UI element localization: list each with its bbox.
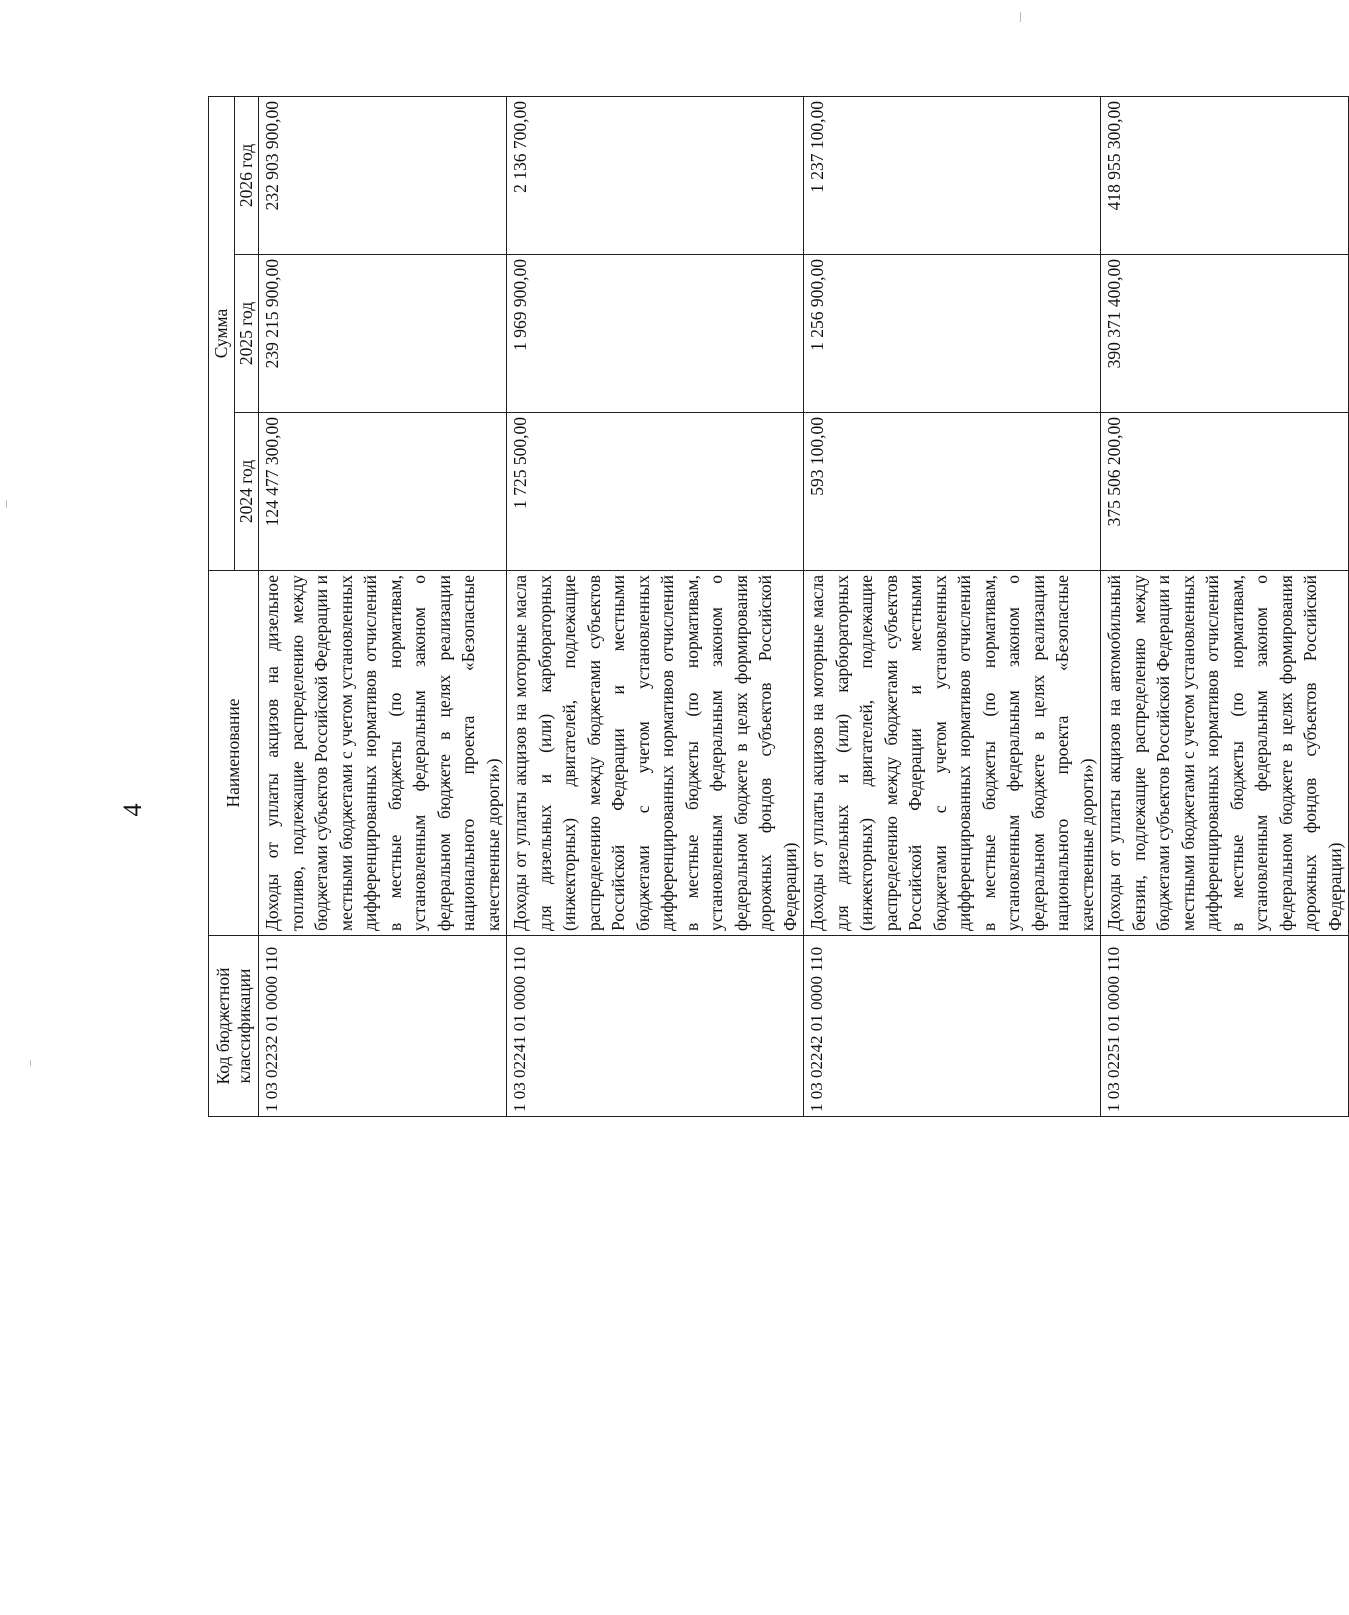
row-value-2024: 375 506 200,00 (1101, 413, 1349, 571)
row-value-2026: 418 955 300,00 (1101, 96, 1349, 254)
rotated-table-wrapper (208, 97, 1345, 1117)
header-year-2026: 2026 год (235, 96, 259, 254)
header-year-2025: 2025 год (235, 255, 259, 413)
row-value-2025: 1 256 900,00 (804, 255, 1101, 413)
budget-revenue-table (208, 96, 1349, 1117)
scan-mark-top (1020, 12, 1021, 22)
row-code: 1 03 02232 01 0000 110 (259, 936, 507, 1117)
row-code: 1 03 02251 01 0000 110 (1101, 936, 1349, 1117)
row-value-2025: 239 215 900,00 (259, 255, 507, 413)
row-code: 1 03 02241 01 0000 110 (507, 936, 804, 1117)
row-name: Доходы от уплаты акцизов на моторные масла для дизельных и (или) карбюраторных (инжекторных) двигателей, подлежащие распределению между бюджетами субъектов Российской Федерации и местными бюджетами с учетом установленных дифференцированных нормативов отчислений в местные бюджеты (по нормативам, установленным федеральным законом о федеральном бюджете в целях формирования дорожных фондов субъектов Российской Федерации) (507, 571, 804, 936)
row-value-2026: 2 136 700,00 (507, 96, 804, 254)
page-number: 4 (118, 803, 147, 817)
row-name: Доходы от уплаты акцизов на автомобильный бензин, подлежащие распределению между бюджетами субъектов Российской Федерации и местными бюджетами с учетом установленных дифференцированных нормативов отчислений в местные бюджеты (по нормативам, установленным федеральным законом о федеральном бюджете в целях формирования дорожных фондов субъектов Российской Федерации) (1101, 571, 1349, 936)
row-value-2026: 232 903 900,00 (259, 96, 507, 254)
row-name: Доходы от уплаты акцизов на дизельное топливо, подлежащие распределению между бюджетами субъектов Российской Федерации и местными бюджетами с учетом установленных дифференцированных нормативов отчислений в местные бюджеты (по нормативам, установленным федеральным законом о федеральном бюджете в целях реализации национального проекта «Безопасные качественные дороги») (259, 571, 507, 936)
header-name: Наименование (209, 571, 259, 936)
row-name: Доходы от уплаты акцизов на моторные масла для дизельных и (или) карбюраторных (инжекторных) двигателей, подлежащие распределению между бюджетами субъектов Российской Федерации и местными бюджетами с учетом установленных дифференцированных нормативов отчислений в местные бюджеты (по нормативам, установленным федеральным законом о федеральном бюджете в целях реализации национального проекта «Безопасные качественные дороги») (804, 571, 1101, 936)
row-value-2025: 1 969 900,00 (507, 255, 804, 413)
row-value-2024: 1 725 500,00 (507, 413, 804, 571)
table-row (1101, 96, 1349, 1116)
scan-mark-left (6, 500, 7, 508)
row-value-2024: 124 477 300,00 (259, 413, 507, 571)
header-year-2024: 2024 год (235, 413, 259, 571)
row-value-2024: 593 100,00 (804, 413, 1101, 571)
row-value-2025: 390 371 400,00 (1101, 255, 1349, 413)
scan-mark-left-lower (30, 1060, 31, 1066)
row-value-2026: 1 237 100,00 (804, 96, 1101, 254)
header-code: Код бюджетной классификации (209, 936, 259, 1117)
table-row (507, 96, 804, 1116)
header-sum: Сумма (209, 96, 235, 570)
row-code: 1 03 02242 01 0000 110 (804, 936, 1101, 1117)
table-row (804, 96, 1101, 1116)
table-row (259, 96, 507, 1116)
